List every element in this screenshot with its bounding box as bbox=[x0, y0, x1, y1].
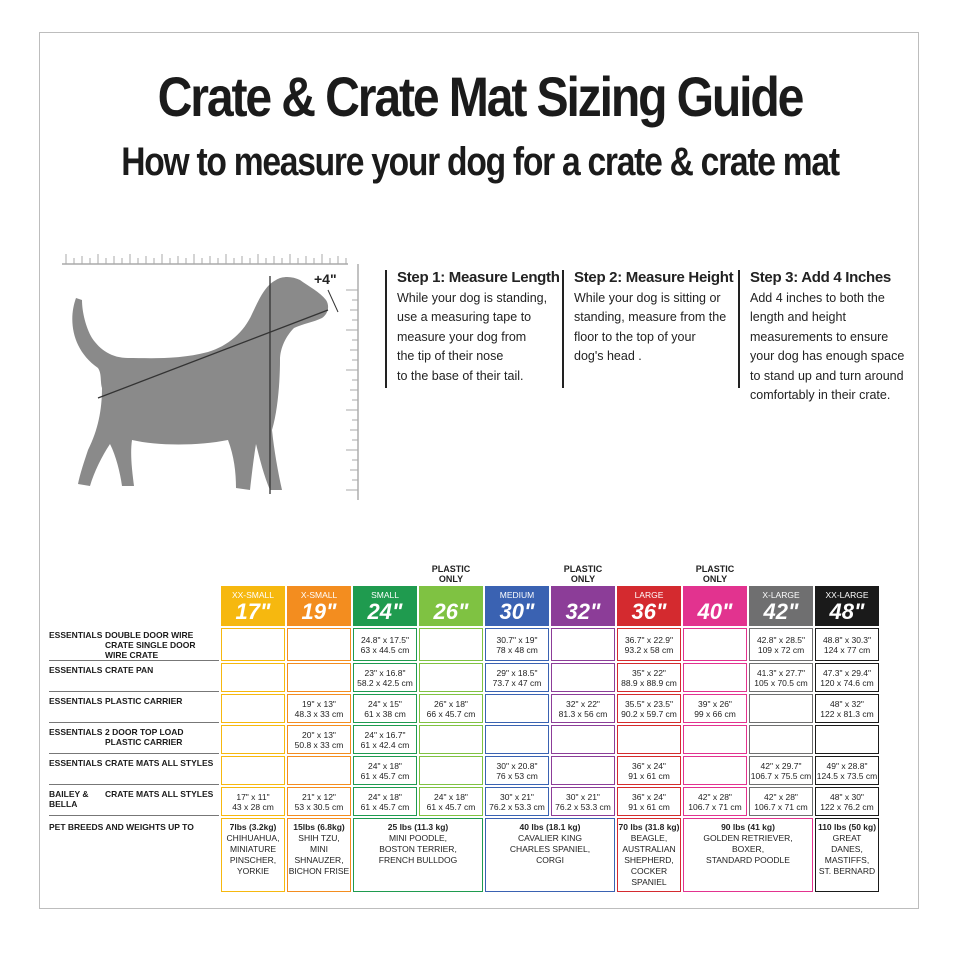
step-2-line: floor to the top of your bbox=[574, 329, 696, 344]
step-2-title: Step 2: Measure Height bbox=[574, 269, 734, 286]
size-cell bbox=[551, 756, 615, 785]
table-row bbox=[49, 756, 879, 785]
size-header bbox=[287, 586, 351, 626]
size-label: X-LARGE bbox=[762, 590, 800, 600]
breed-names: SHIH TZU, MINI SHNAUZER, BICHON FRISE bbox=[288, 833, 350, 876]
step-1-line: the tip of their nose bbox=[397, 349, 504, 363]
size-cell bbox=[617, 725, 681, 754]
size-label: MEDIUM bbox=[499, 590, 535, 600]
breed-cell bbox=[287, 818, 351, 892]
size-label: XX-SMALL bbox=[231, 590, 275, 600]
step-1-line: use a measuring tape to bbox=[397, 310, 532, 324]
step-2-line: While your dog is sitting or bbox=[574, 290, 721, 305]
size-header bbox=[485, 586, 549, 626]
size-cell bbox=[419, 663, 483, 692]
step-3-title: Step 3: Add 4 Inches bbox=[750, 269, 891, 286]
size-cell: 24" x 16.7" 61 x 42.4 cm bbox=[353, 725, 417, 754]
size-cell: 42" x 28" 106.7 x 71 cm bbox=[749, 787, 813, 816]
breed-cell bbox=[617, 818, 681, 892]
breed-cell bbox=[353, 818, 483, 892]
step-1 bbox=[397, 268, 562, 386]
size-label: LARGE bbox=[634, 590, 664, 600]
breed-cell bbox=[221, 818, 285, 892]
size-header-row bbox=[49, 586, 879, 626]
top-label: PLASTIC ONLY bbox=[563, 564, 603, 584]
size-cell: 17" x 11" 43 x 28 cm bbox=[221, 787, 285, 816]
size-cell bbox=[683, 663, 747, 692]
size-number: 26" bbox=[433, 599, 469, 624]
size-cell: 20" x 13" 50.8 x 33 cm bbox=[287, 725, 351, 754]
step-1-line: to the base of their tail. bbox=[397, 368, 524, 383]
breed-weight: 90 lbs (41 kg) bbox=[721, 822, 775, 832]
breed-names: GREAT DANES, MASTIFFS, ST. BERNARD bbox=[818, 833, 876, 876]
size-cell: 48" x 32" 122 x 81.3 cm bbox=[815, 694, 879, 723]
size-label: SMALL bbox=[371, 590, 399, 600]
size-cell bbox=[551, 725, 615, 754]
step-2-line: standing, measure from the bbox=[574, 310, 727, 324]
step-1-line: While your dog is standing, bbox=[397, 290, 548, 305]
size-cell: 48.8" x 30.3" 124 x 77 cm bbox=[815, 628, 879, 661]
page-subtitle: How to measure your dog for a crate & crate mat bbox=[121, 140, 839, 184]
top-label bbox=[749, 564, 813, 584]
size-number: 42" bbox=[763, 599, 799, 624]
size-cell bbox=[419, 628, 483, 661]
size-cell bbox=[749, 694, 813, 723]
spacer bbox=[49, 564, 219, 584]
top-label bbox=[485, 564, 549, 584]
top-label bbox=[815, 564, 879, 584]
step-3-line: Add 4 inches to both the bbox=[750, 290, 885, 305]
breed-names: GOLDEN RETRIEVER, BOXER, STANDARD POODLE bbox=[703, 833, 793, 865]
size-cell bbox=[221, 628, 285, 661]
row-product: DOUBLE DOOR WIRE CRATE SINGLE DOOR WIRE CRATE bbox=[105, 630, 196, 660]
step-1-line: measure your dog from bbox=[397, 329, 527, 344]
breed-weight: 7lbs (3.2kg) bbox=[229, 822, 277, 832]
size-cell: 39" x 26" 99 x 66 cm bbox=[683, 694, 747, 723]
breed-names: MINI POODLE, BOSTON TERRIER, FRENCH BULLDOG bbox=[378, 833, 458, 865]
size-cell bbox=[485, 725, 549, 754]
size-number: 17" bbox=[235, 599, 271, 624]
size-header bbox=[353, 586, 417, 626]
size-cell: 42" x 29.7" 106.7 x 75.5 cm bbox=[749, 756, 813, 785]
step-3-line: measurements to ensure bbox=[750, 329, 889, 344]
size-header bbox=[551, 586, 615, 626]
size-header bbox=[749, 586, 813, 626]
dog-silhouette bbox=[72, 277, 328, 490]
size-number: 30" bbox=[499, 599, 535, 624]
size-cell: 32" x 22" 81.3 x 56 cm bbox=[551, 694, 615, 723]
row-category: ESSENTIALS bbox=[49, 758, 103, 768]
breed-names: BEAGLE, AUSTRALIAN SHEPHERD, COCKER SPANIEL bbox=[622, 833, 676, 887]
breed-names: CHIHUAHUA, MINIATURE PINSCHER, YORKIE bbox=[226, 833, 280, 876]
breed-cell bbox=[683, 818, 813, 892]
row-product: CRATE PAN bbox=[105, 665, 154, 675]
step-divider bbox=[738, 270, 740, 388]
row-category: ESSENTIALS bbox=[49, 630, 103, 640]
size-cell: 41.3" x 27.7" 105 x 70.5 cm bbox=[749, 663, 813, 692]
size-cell: 36.7" x 22.9" 93.2 x 58 cm bbox=[617, 628, 681, 661]
size-number: 24" bbox=[367, 599, 403, 624]
top-label bbox=[617, 564, 681, 584]
size-cell: 48" x 30" 122 x 76.2 cm bbox=[815, 787, 879, 816]
size-cell: 36" x 24" 91 x 61 cm bbox=[617, 756, 681, 785]
dog-measuring-illustration bbox=[58, 250, 368, 510]
breed-cell bbox=[485, 818, 615, 892]
top-ruler-ticks bbox=[66, 254, 346, 264]
step-divider bbox=[385, 270, 387, 388]
size-cell bbox=[749, 725, 813, 754]
size-cell: 24.8" x 17.5" 63 x 44.5 cm bbox=[353, 628, 417, 661]
side-ruler-ticks bbox=[346, 290, 358, 490]
row-product: 2 DOOR TOP LOAD PLASTIC CARRIER bbox=[105, 727, 184, 747]
size-cell bbox=[551, 663, 615, 692]
size-cell bbox=[551, 628, 615, 661]
size-label: X-SMALL bbox=[300, 590, 338, 600]
size-cell: 36" x 24" 91 x 61 cm bbox=[617, 787, 681, 816]
page-title: Crate & Crate Mat Sizing Guide bbox=[157, 65, 803, 128]
size-cell: 29" x 18.5" 73.7 x 47 cm bbox=[485, 663, 549, 692]
sizing-table bbox=[47, 562, 881, 894]
top-label: PLASTIC ONLY bbox=[431, 564, 471, 584]
size-cell: 21" x 12" 53 x 30.5 cm bbox=[287, 787, 351, 816]
row-label bbox=[49, 628, 219, 661]
size-cell: 35.5" x 23.5" 90.2 x 59.7 cm bbox=[617, 694, 681, 723]
size-header bbox=[617, 586, 681, 626]
breed-weight: 70 lbs (31.8 kg) bbox=[618, 822, 680, 832]
size-number: 32" bbox=[565, 599, 601, 624]
size-cell bbox=[683, 756, 747, 785]
size-cell: 42.8" x 28.5" 109 x 72 cm bbox=[749, 628, 813, 661]
size-cell bbox=[683, 725, 747, 754]
size-cell: 24" x 18" 61 x 45.7 cm bbox=[419, 787, 483, 816]
row-label bbox=[49, 787, 219, 816]
table-row bbox=[49, 787, 879, 816]
step-3-line: length and height bbox=[750, 310, 846, 324]
top-label: PLASTIC ONLY bbox=[695, 564, 735, 584]
table-row bbox=[49, 725, 879, 754]
row-product: CRATE MATS ALL STYLES bbox=[105, 789, 214, 799]
row-category: ESSENTIALS bbox=[49, 727, 103, 737]
size-number: 36" bbox=[631, 599, 667, 624]
row-category: ESSENTIALS bbox=[49, 665, 103, 675]
size-cell: 30.7" x 19" 78 x 48 cm bbox=[485, 628, 549, 661]
step-3-line: to stand up and turn around bbox=[750, 368, 904, 383]
row-category: BAILEY & BELLA bbox=[49, 789, 89, 809]
size-cell bbox=[221, 725, 285, 754]
row-category: ESSENTIALS bbox=[49, 696, 103, 706]
step-3-line: your dog has enough space bbox=[750, 349, 905, 363]
size-cell: 35" x 22" 88.9 x 88.9 cm bbox=[617, 663, 681, 692]
size-cell bbox=[419, 725, 483, 754]
row-label bbox=[49, 694, 219, 723]
step-2 bbox=[574, 268, 739, 367]
size-cell: 24" x 18" 61 x 45.7 cm bbox=[353, 756, 417, 785]
size-cell: 24" x 18" 61 x 45.7 cm bbox=[353, 787, 417, 816]
breed-cell bbox=[815, 818, 879, 892]
breed-names: CAVALIER KING CHARLES SPANIEL, CORGI bbox=[509, 833, 591, 865]
size-cell bbox=[485, 694, 549, 723]
size-header bbox=[683, 586, 747, 626]
size-label: XX-LARGE bbox=[825, 590, 869, 600]
row-product: CRATE MATS ALL STYLES bbox=[105, 758, 214, 768]
step-1-title: Step 1: Measure Length bbox=[397, 269, 560, 286]
size-cell: 26" x 18" 66 x 45.7 cm bbox=[419, 694, 483, 723]
size-header bbox=[221, 586, 285, 626]
row-label bbox=[49, 663, 219, 692]
step-divider bbox=[562, 270, 564, 388]
size-cell: 19" x 13" 48.3 x 33 cm bbox=[287, 694, 351, 723]
size-number: 40" bbox=[697, 599, 733, 624]
size-cell: 23" x 16.8" 58.2 x 42.5 cm bbox=[353, 663, 417, 692]
size-cell bbox=[287, 663, 351, 692]
size-header bbox=[815, 586, 879, 626]
size-cell bbox=[287, 756, 351, 785]
size-number: 19" bbox=[301, 599, 337, 624]
size-cell bbox=[221, 663, 285, 692]
size-header bbox=[419, 586, 483, 626]
plastic-only-row bbox=[49, 564, 879, 584]
size-cell bbox=[221, 756, 285, 785]
breed-weight: 15lbs (6.8kg) bbox=[293, 822, 345, 832]
table-row bbox=[49, 694, 879, 723]
size-cell: 49" x 28.8" 124.5 x 73.5 cm bbox=[815, 756, 879, 785]
plus-marker bbox=[328, 290, 338, 312]
breeds-label: PET BREEDS AND WEIGHTS UP TO bbox=[49, 822, 194, 832]
size-cell bbox=[287, 628, 351, 661]
size-cell bbox=[221, 694, 285, 723]
table-row bbox=[49, 663, 879, 692]
row-product: PLASTIC CARRIER bbox=[105, 696, 183, 706]
plus-four-label: +4" bbox=[314, 271, 337, 287]
breed-weight: 40 lbs (18.1 kg) bbox=[519, 822, 581, 832]
size-cell: 30" x 21" 76.2 x 53.3 cm bbox=[485, 787, 549, 816]
size-cell: 42" x 28" 106.7 x 71 cm bbox=[683, 787, 747, 816]
spacer bbox=[49, 586, 219, 626]
size-cell: 30" x 20.8" 76 x 53 cm bbox=[485, 756, 549, 785]
step-3 bbox=[750, 268, 920, 406]
top-label bbox=[287, 564, 351, 584]
table-row bbox=[49, 628, 879, 661]
breed-weight: 25 lbs (11.3 kg) bbox=[387, 822, 449, 832]
row-label bbox=[49, 756, 219, 785]
breeds-row bbox=[49, 818, 879, 892]
breed-weight: 110 lbs (50 kg) bbox=[817, 822, 877, 832]
size-number: 48" bbox=[829, 599, 865, 624]
size-cell: 24" x 15" 61 x 38 cm bbox=[353, 694, 417, 723]
size-cell: 30" x 21" 76.2 x 53.3 cm bbox=[551, 787, 615, 816]
top-label bbox=[353, 564, 417, 584]
top-label bbox=[221, 564, 285, 584]
step-2-line: dog's head . bbox=[574, 349, 642, 363]
size-cell bbox=[815, 725, 879, 754]
step-3-line: comfortably in their crate. bbox=[750, 388, 891, 402]
size-cell bbox=[419, 756, 483, 785]
size-cell: 47.3" x 29.4" 120 x 74.6 cm bbox=[815, 663, 879, 692]
size-cell bbox=[683, 628, 747, 661]
row-label bbox=[49, 725, 219, 754]
